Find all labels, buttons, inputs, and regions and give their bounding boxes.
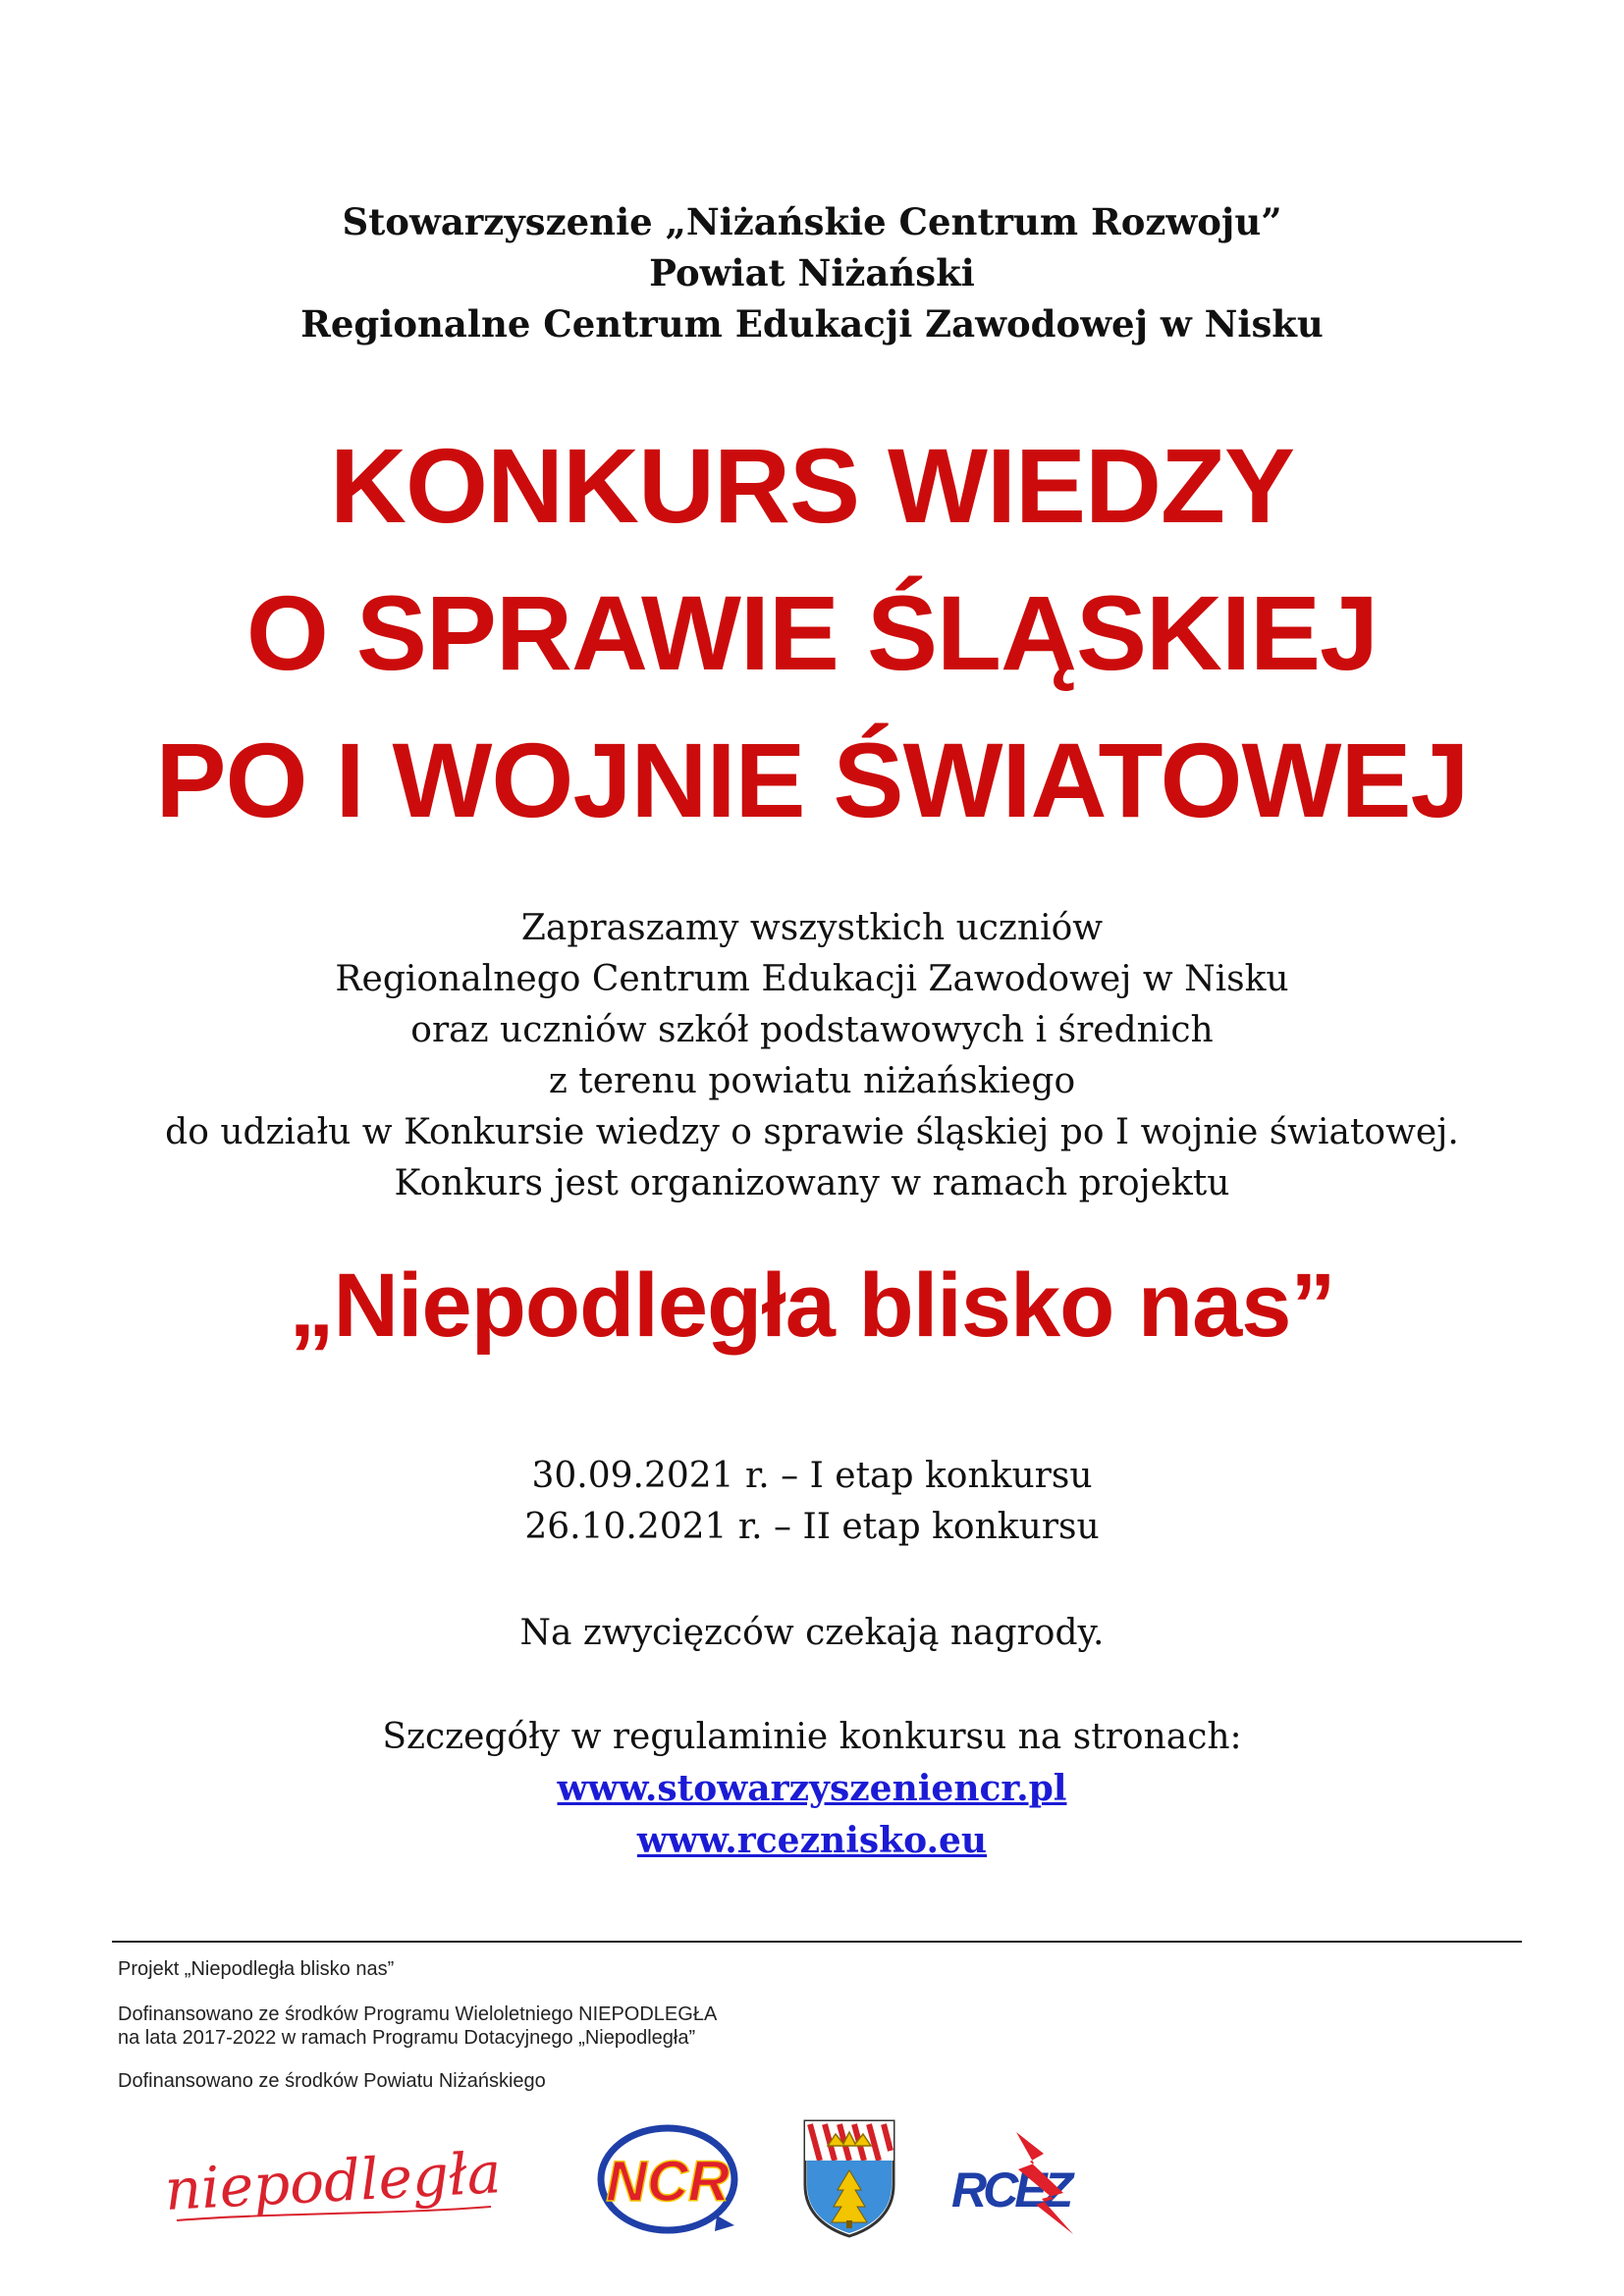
invitation-line: Konkurs jest organizowany w ramach projektu [394, 1163, 1230, 1203]
rcez-logo-text: RCEZ [951, 2163, 1070, 2217]
footer-divider [112, 1941, 1522, 1943]
invitation-text [0, 903, 1624, 1209]
rcez-logo [947, 2124, 1085, 2242]
prizes-text: Na zwycięzców czekają nagrody. [519, 1613, 1105, 1653]
link-stowarzyszeniencr[interactable]: www.stowarzyszeniencr.pl [557, 1768, 1067, 1809]
coat-of-arms-icon [800, 2116, 898, 2239]
stage-line: 30.09.2021 r. – I etap konkursu [531, 1456, 1093, 1496]
invitation-line: oraz uczniów szkół podstawowych i średnich [410, 1010, 1214, 1050]
details-section [0, 1712, 1624, 1867]
invitation-line: do udziału w Konkursie wiedzy o sprawie śląskiej po I wojnie światowej. [165, 1112, 1459, 1152]
ncr-logo-text: NCR [606, 2150, 730, 2214]
project-name: „Niepodległa blisko nas” [289, 1255, 1335, 1356]
contest-stages [0, 1451, 1624, 1553]
organizer-line: Powiat Niżański [649, 251, 975, 294]
title-line: PO I WOJNIE ŚWIATOWEJ [155, 721, 1469, 839]
details-intro: Szczegóły w regulaminie konkursu na stronach: [382, 1717, 1242, 1757]
stage-line: 26.10.2021 r. – II etap konkursu [524, 1507, 1100, 1547]
footer-funding-line: na lata 2017-2022 w ramach Programu Dotacyjnego „Niepodległa” [118, 2027, 696, 2049]
title-line: O SPRAWIE ŚLĄSKIEJ [245, 573, 1379, 692]
niepodlegla-logo-text: niepodległa [163, 2139, 503, 2223]
title-line: KONKURS WIEDZY [330, 426, 1294, 545]
footer-funding-line: Dofinansowano ze środków Programu Wieloletniego NIEPODLEGŁA [118, 2003, 718, 2025]
link-rceznisko[interactable]: www.rceznisko.eu [636, 1820, 988, 1861]
invitation-line: Regionalnego Centrum Edukacji Zawodowej w Nisku [335, 959, 1289, 999]
invitation-line: Zapraszamy wszystkich uczniów [520, 908, 1104, 948]
contest-title [0, 412, 1624, 854]
organizer-line: Regionalne Centrum Edukacji Zawodowej w Nisku [300, 302, 1324, 346]
niepodlegla-logo [157, 2130, 511, 2238]
footer-funding-line: Dofinansowano ze środków Powiatu Niżańskiego [118, 2070, 546, 2092]
ncr-logo [594, 2122, 741, 2240]
sponsor-logos [147, 2110, 1110, 2248]
organizer-line: Stowarzyszenie „Niżańskie Centrum Rozwoju” [342, 200, 1282, 243]
invitation-line: z terenu powiatu niżańskiego [548, 1061, 1076, 1101]
organizers-header [0, 196, 1624, 349]
footer-project-line: Projekt „Niepodległa blisko nas” [118, 1958, 395, 1980]
